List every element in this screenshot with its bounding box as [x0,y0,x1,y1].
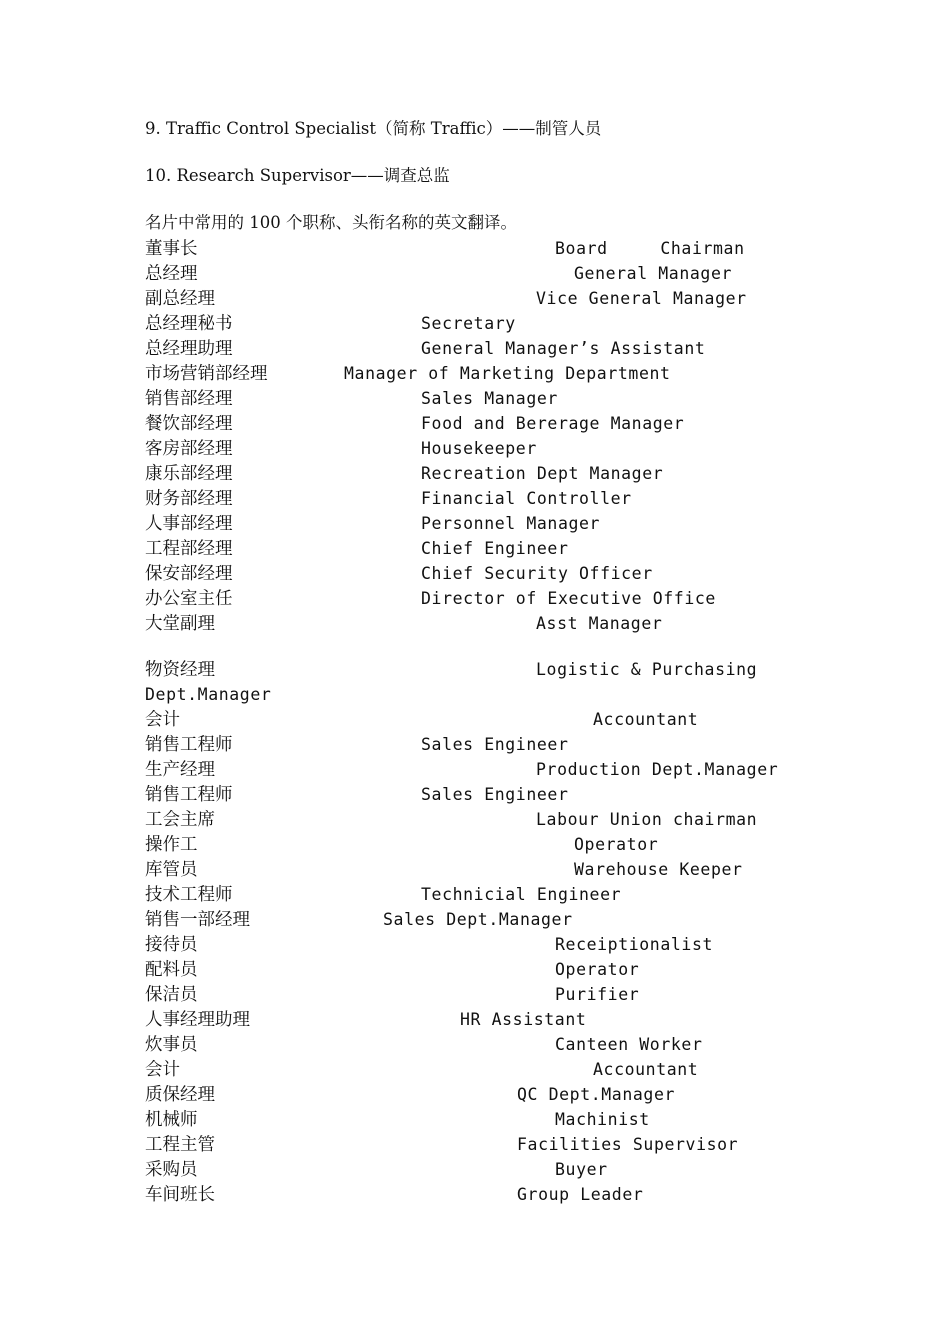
title-zh: 配料员 [145,960,198,980]
title-en: Secretary [421,314,516,333]
title-zh: 人事部经理 [145,514,233,534]
title-en: Technicial Engineer [421,885,622,904]
title-en: Logistic & Purchasing [536,660,758,679]
title-zh: 工程主管 [145,1135,215,1155]
title-en: Sales Manager [421,389,558,408]
title-en: Manager of Marketing Department [344,364,671,383]
title-zh: 总经理助理 [145,339,233,359]
title-zh: 餐饮部经理 [145,414,233,434]
title-en: Buyer [555,1160,608,1179]
title-zh: 康乐部经理 [145,464,233,484]
title-zh: 技术工程师 [145,885,233,905]
title-en: Personnel Manager [421,514,601,533]
title-zh: 质保经理 [145,1085,215,1105]
title-zh: 办公室主任 [145,589,233,609]
title-en: Accountant [593,710,699,729]
title-zh: 人事经理助理 [145,1010,250,1030]
title-zh: 接待员 [145,935,198,955]
title-zh: 销售工程师 [145,785,233,805]
title-en: General Manager [574,264,733,283]
title-zh: 会计 [145,1060,180,1080]
title-zh: 董事长 [145,239,198,259]
title-zh: 机械师 [145,1110,198,1130]
title-en: QC Dept.Manager [517,1085,676,1104]
title-en: Sales Engineer [421,785,569,804]
title-zh: 保洁员 [145,985,198,1005]
title-zh: 工会主席 [145,810,215,830]
title-zh: 炊事员 [145,1035,198,1055]
title-en: Operator [574,835,659,854]
title-zh: 工程部经理 [145,539,233,559]
title-zh: 生产经理 [145,760,215,780]
title-en: General Manager’s Assistant [421,339,706,358]
title-zh: 采购员 [145,1160,198,1180]
item-10: 10. Research Supervisor——调查总监 [145,166,450,185]
title-zh: 销售工程师 [145,735,233,755]
title-en: Facilities Supervisor [517,1135,739,1154]
title-en: Warehouse Keeper [574,860,743,879]
title-en: Recreation Dept Manager [421,464,664,483]
title-en: HR Assistant [460,1010,587,1029]
title-zh: 操作工 [145,835,198,855]
item-9: 9. Traffic Control Specialist（简称 Traffic）——制管人员 [145,119,602,138]
title-en: Dept.Manager [145,685,272,704]
title-en: Sales Dept.Manager [383,910,573,929]
title-en: Receiptionalist [555,935,714,954]
title-en: Financial Controller [421,489,632,508]
title-en: Board Chairman [555,239,745,258]
title-zh: 销售部经理 [145,389,233,409]
title-en: Purifier [555,985,640,1004]
title-en: Chief Security Officer [421,564,653,583]
title-zh: 会计 [145,710,180,730]
title-zh: 市场营销部经理 [145,364,268,384]
title-en: Housekeeper [421,439,537,458]
title-en: Sales Engineer [421,735,569,754]
title-zh: 客房部经理 [145,439,233,459]
title-en: Production Dept.Manager [536,760,779,779]
title-en: Chief Engineer [421,539,569,558]
title-zh: 保安部经理 [145,564,233,584]
title-en: Accountant [593,1060,699,1079]
title-en: Operator [555,960,640,979]
title-en: Machinist [555,1110,650,1129]
title-zh: 副总经理 [145,289,215,309]
title-zh: 总经理秘书 [145,314,233,334]
title-zh: 财务部经理 [145,489,233,509]
title-en: Canteen Worker [555,1035,703,1054]
title-zh: 总经理 [145,264,198,284]
title-en: Group Leader [517,1185,644,1204]
title-zh: 车间班长 [145,1185,215,1205]
title-en: Labour Union chairman [536,810,758,829]
title-en: Vice General Manager [536,289,747,308]
title-zh: 销售一部经理 [145,910,250,930]
title-en: Asst Manager [536,614,663,633]
title-zh: 大堂副理 [145,614,215,634]
title-zh: 库管员 [145,860,198,880]
title-en: Director of Executive Office [421,589,716,608]
section-heading: 名片中常用的 100 个职称、头衔名称的英文翻译。 [145,213,517,232]
title-en: Food and Bererage Manager [421,414,685,433]
title-zh: 物资经理 [145,660,215,680]
